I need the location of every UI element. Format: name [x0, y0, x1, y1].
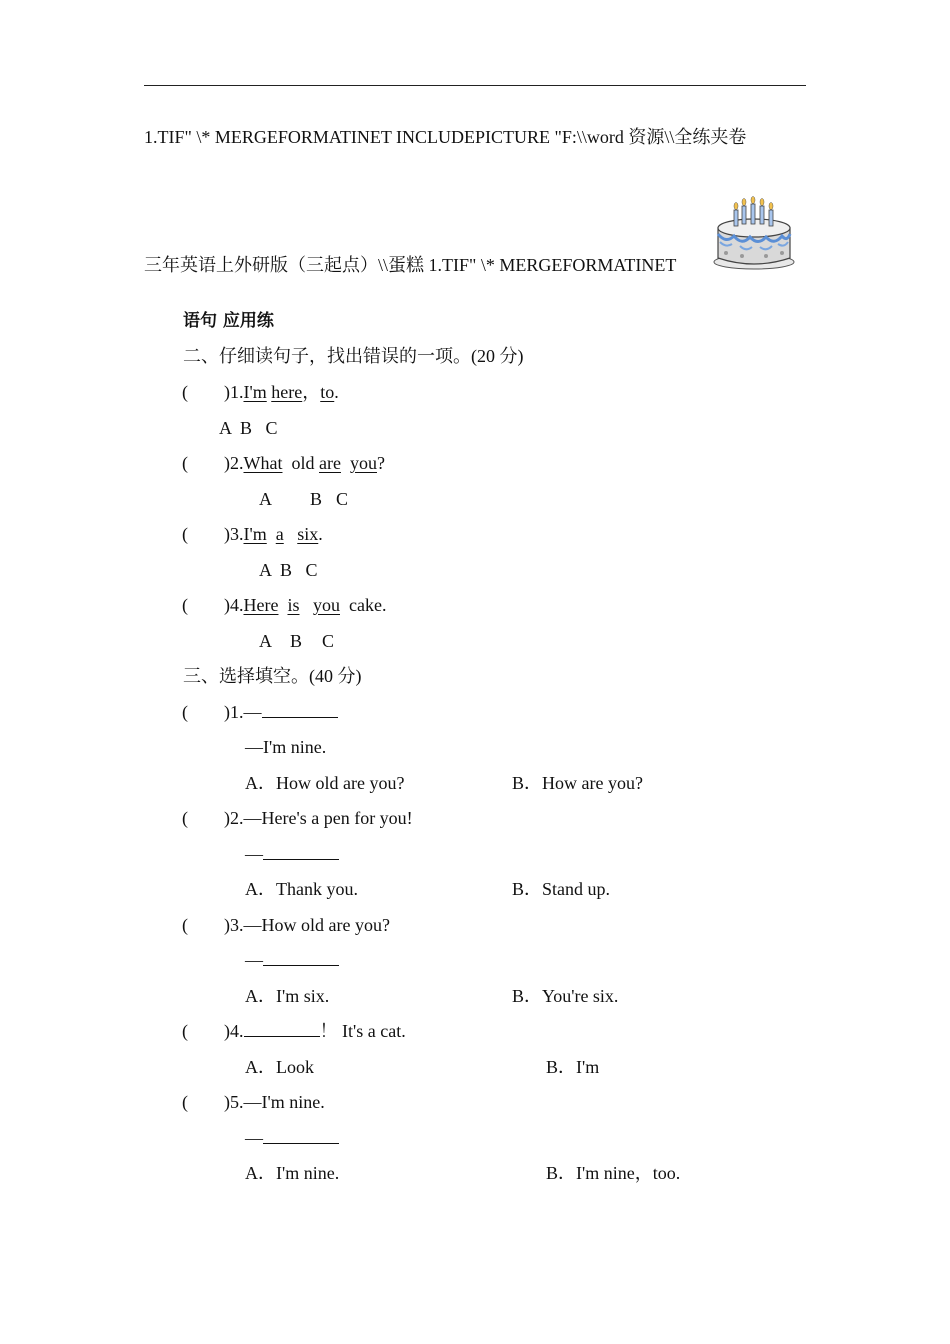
plain-word: cake.: [349, 595, 387, 615]
part3-q5-reply: [245, 1129, 339, 1147]
option-c-word: six: [297, 524, 319, 544]
part3-q2-option-b[interactable]: B．Stand up.: [512, 879, 611, 899]
option-c-word: you: [349, 453, 377, 473]
answer-paren[interactable]: ( ): [182, 453, 230, 473]
answer-paren[interactable]: ( ): [182, 1021, 230, 1041]
part2-q4-letter-a: A: [259, 631, 272, 651]
part2-q2: [182, 454, 385, 472]
part2-q2-letter-c: C: [336, 489, 349, 509]
option-a-word: I'm: [243, 524, 267, 544]
part3-q3-reply: [245, 951, 339, 969]
birthday-cake-image: [712, 196, 796, 272]
part2-q3-letters: A B C: [259, 560, 318, 580]
answer-paren[interactable]: ( ): [182, 524, 230, 544]
option-b-word: is: [287, 595, 300, 615]
question-number: 1.: [230, 382, 244, 402]
answer-paren[interactable]: ( ): [182, 595, 230, 615]
part3-q4-option-b[interactable]: B．I'm: [546, 1057, 600, 1077]
part3-q1-option-a[interactable]: A．How old are you?: [245, 773, 405, 793]
fill-blank[interactable]: [263, 1129, 339, 1144]
answer-paren[interactable]: ( ): [182, 1092, 230, 1112]
part3-q4: [182, 1022, 406, 1040]
answer-paren[interactable]: ( ): [182, 915, 230, 935]
section-title: 语句 应用练: [183, 311, 274, 331]
option-c-word: to: [320, 382, 335, 402]
part3-q5-option-a[interactable]: A．I'm nine.: [245, 1163, 340, 1183]
field-code-line-2: 三年英语上外研版（三起点）\\蛋糕 1.TIF" \* MERGEFORMATINET: [144, 255, 677, 275]
part3-q3-option-b[interactable]: B．You're six.: [512, 986, 619, 1006]
question-stem: 3.—How old are you?: [230, 915, 390, 935]
question-number: 4.: [230, 595, 244, 615]
part3-q2-option-a[interactable]: A．Thank you.: [245, 879, 358, 899]
option-b-word: are: [319, 453, 341, 473]
part3-q4-option-a[interactable]: A．Look: [245, 1057, 314, 1077]
part2-q4-letter-b: B: [290, 631, 303, 651]
part2-q1: [182, 383, 339, 401]
part3-q5-option-b[interactable]: B．I'm nine，too.: [546, 1163, 681, 1183]
question-stem: 2.—Here's a pen for you!: [230, 808, 413, 828]
question-stem: ！ It's a cat.: [319, 1021, 406, 1041]
end-punct: .: [318, 524, 323, 544]
part3-q2: [182, 809, 413, 827]
option-c-word: you: [313, 595, 340, 615]
part3-q1-option-b[interactable]: B．How are you?: [512, 773, 643, 793]
fill-blank[interactable]: [262, 703, 338, 718]
dash: —: [245, 950, 263, 970]
answer-paren[interactable]: ( ): [182, 702, 230, 722]
answer-paren[interactable]: ( ): [182, 808, 230, 828]
fill-blank[interactable]: [244, 1022, 320, 1037]
question-number: 4.: [230, 1021, 244, 1041]
part3-q1: [182, 703, 338, 721]
part3-q3: [182, 916, 390, 934]
comma: ，: [302, 382, 321, 402]
part2-q2-letter-a: A: [259, 489, 272, 509]
part3-title: 三、选择填空。(40 分): [183, 666, 362, 686]
part3-q5: [182, 1093, 325, 1111]
header-rule: [144, 85, 806, 86]
part2-q4: [182, 596, 386, 614]
option-b-word: here: [271, 382, 303, 402]
option-a-word: I'm: [243, 382, 267, 402]
part2-q3: [182, 525, 323, 543]
question-number: 3.: [230, 524, 244, 544]
question-number: 2.: [230, 453, 244, 473]
part2-q1-letters: A B C: [219, 418, 278, 438]
dash: —: [245, 1128, 263, 1148]
field-code-line-1: 1.TIF" \* MERGEFORMATINET INCLUDEPICTURE "F:\\word 资源\\全练夹卷: [144, 127, 747, 147]
part3-q2-reply: [245, 845, 339, 863]
question-stem: 1.—: [230, 702, 262, 722]
part2-q4-letter-c: C: [322, 631, 335, 651]
answer-paren[interactable]: ( ): [182, 382, 230, 402]
plain-word: old: [291, 453, 315, 473]
option-a-word: What: [243, 453, 283, 473]
question-stem: 5.—I'm nine.: [230, 1092, 325, 1112]
option-b-word: a: [275, 524, 284, 544]
fill-blank[interactable]: [263, 845, 339, 860]
option-a-word: Here: [243, 595, 279, 615]
part2-q2-letter-b: B: [310, 489, 323, 509]
part3-q3-option-a[interactable]: A．I'm six.: [245, 986, 330, 1006]
end-punct: .: [334, 382, 339, 402]
end-punct: ?: [376, 453, 385, 473]
fill-blank[interactable]: [263, 951, 339, 966]
part3-q1-reply: —I'm nine.: [245, 737, 327, 757]
part2-title: 二、仔细读句子，找出错误的一项。(20 分): [183, 346, 524, 366]
dash: —: [245, 844, 263, 864]
